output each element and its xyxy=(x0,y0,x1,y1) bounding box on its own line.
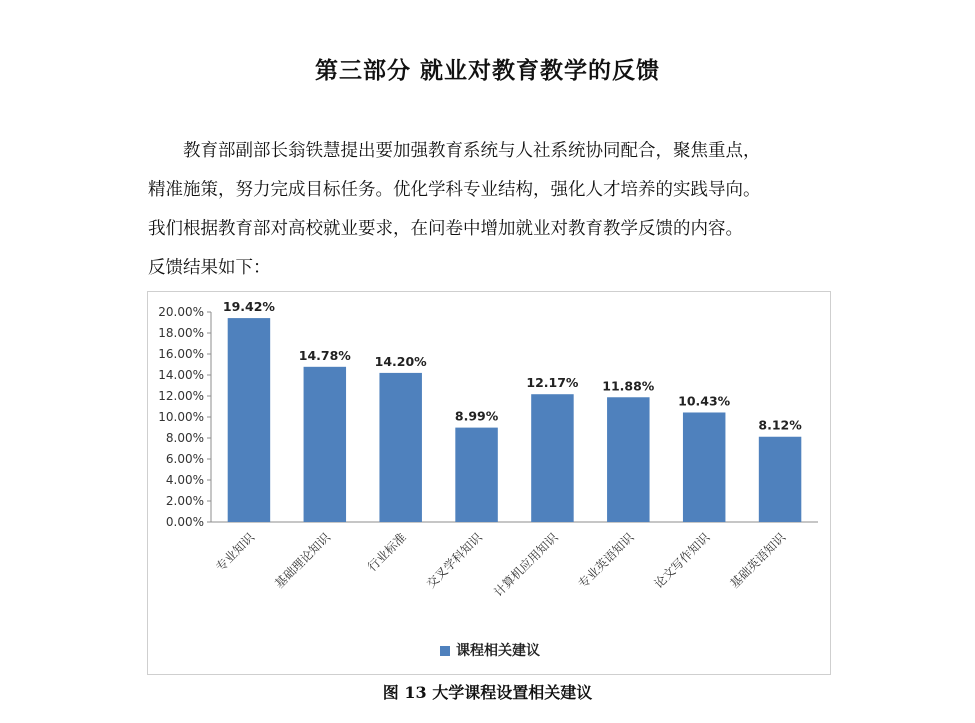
category-label: 交叉学科知识 xyxy=(423,530,485,592)
y-tick-label: 16.00% xyxy=(158,347,204,361)
data-label: 11.88% xyxy=(602,378,655,394)
legend-swatch xyxy=(440,646,450,656)
y-tick-label: 0.00% xyxy=(165,515,204,529)
y-tick-label: 2.00% xyxy=(165,494,204,508)
bar xyxy=(379,373,421,522)
data-label: 10.43% xyxy=(678,393,731,409)
y-tick-label: 10.00% xyxy=(158,410,204,424)
bar xyxy=(607,397,649,522)
data-label: 8.99% xyxy=(454,408,499,424)
section-title: 第三部分 就业对教育教学的反馈 xyxy=(314,57,660,84)
y-tick-label: 4.00% xyxy=(165,473,204,487)
y-tick-label: 20.00% xyxy=(158,305,204,319)
chart-legend xyxy=(148,640,832,660)
y-tick-label: 8.00% xyxy=(165,431,204,445)
data-label: 14.78% xyxy=(298,347,351,363)
y-tick-label: 12.00% xyxy=(158,389,204,403)
category-label: 计算机应用知识 xyxy=(491,530,561,600)
body-paragraph xyxy=(148,132,848,288)
paragraph-line: 精准施策，努力完成目标任务。优化学科专业结构，强化人才培养的实践导向。 xyxy=(148,180,761,200)
y-tick-label: 18.00% xyxy=(158,326,204,340)
category-label: 基础英语知识 xyxy=(727,530,789,592)
data-label: 12.17% xyxy=(526,375,579,391)
chart-plot xyxy=(148,292,830,674)
category-label: 论文写作知识 xyxy=(651,530,713,592)
y-tick-label: 6.00% xyxy=(165,452,204,466)
bar xyxy=(531,394,573,522)
bar xyxy=(455,428,497,522)
data-label: 14.20% xyxy=(374,353,427,369)
bar xyxy=(304,367,346,522)
bar-chart xyxy=(147,291,831,675)
data-label: 19.42% xyxy=(222,299,275,315)
bar xyxy=(228,318,270,522)
category-label: 专业知识 xyxy=(213,530,258,575)
paragraph-line: 反馈结果如下： xyxy=(148,258,271,278)
legend-label: 课程相关建议 xyxy=(456,643,540,659)
category-label: 基础理论知识 xyxy=(272,530,333,592)
category-label: 行业标准 xyxy=(364,530,409,575)
figure-caption: 图 13 大学课程设置相关建议 xyxy=(382,683,593,702)
bar xyxy=(759,437,801,522)
paragraph-line: 我们根据教育部对高校就业要求，在问卷中增加就业对教育教学反馈的内容。 xyxy=(148,219,743,239)
y-tick-label: 14.00% xyxy=(158,368,204,382)
data-label: 8.12% xyxy=(758,417,802,433)
category-label: 专业英语知识 xyxy=(575,530,637,592)
paragraph-line: 教育部副部长翁铁慧提出要加强教育系统与人社系统协同配合，聚焦重点， xyxy=(183,141,761,161)
bar xyxy=(683,412,725,522)
